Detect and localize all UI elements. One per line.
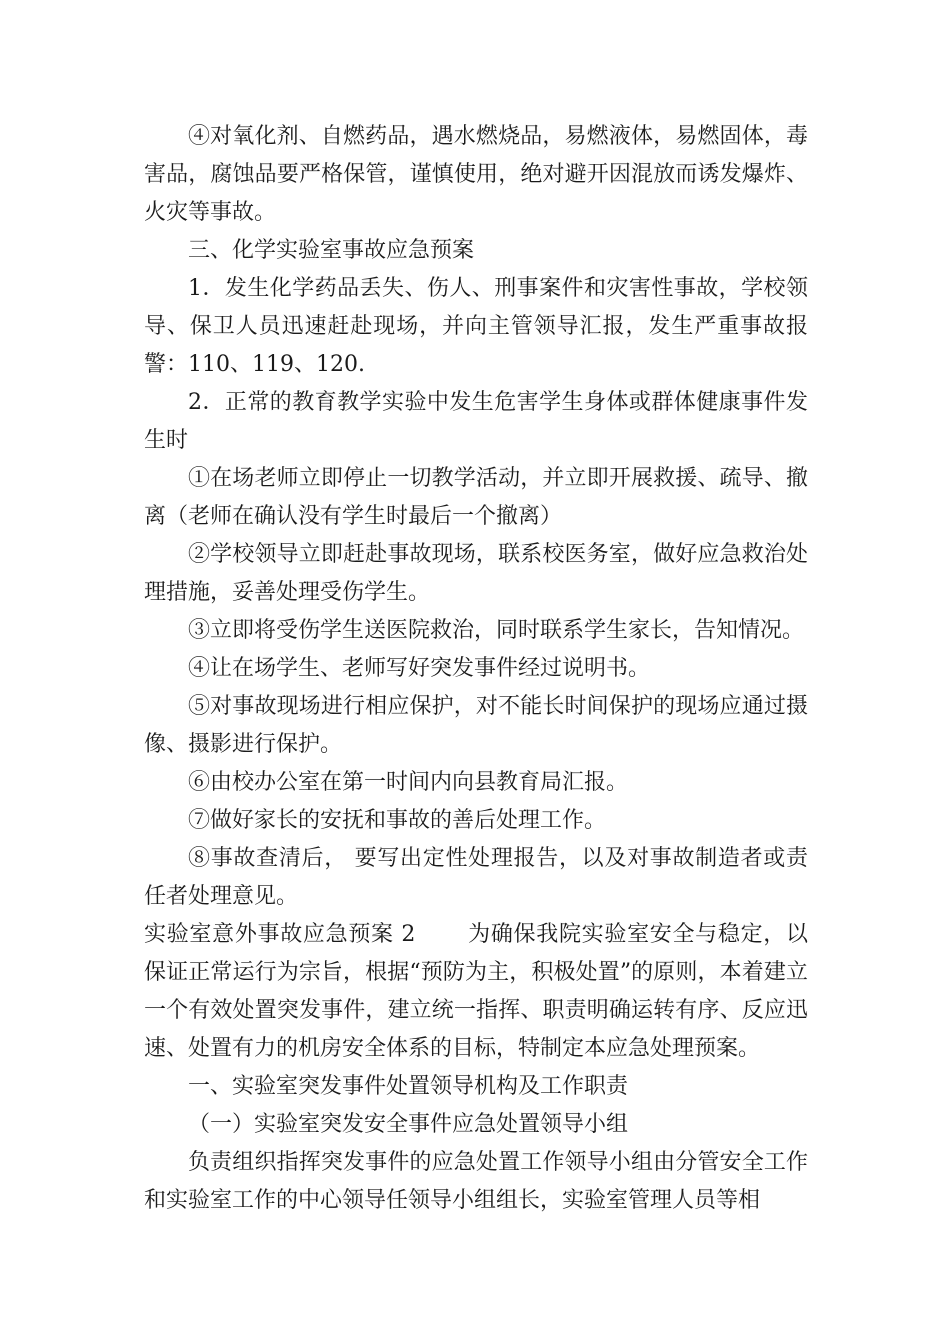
paragraph: ②学校领导立即赶赴事故现场，联系校医务室，做好应急救治处理措施，妥善处理受伤学生。 [144,542,808,605]
document-body [144,118,808,1220]
paragraph: 2．正常的教育教学实验中发生危害学生身体或群体健康事件发生时 [144,390,808,453]
paragraph: ⑧事故查清后， 要写出定性处理报告，以及对事故制造者或责任者处理意见。 [144,846,808,909]
paragraph: ⑤对事故现场进行相应保护，对不能长时间保护的现场应通过摄像、摄影进行保护。 [144,694,808,757]
paragraph: ③立即将受伤学生送医院救治，同时联系学生家长，告知情况。 [188,618,805,643]
paragraph: 负责组织指挥突发事件的应急处置工作领导小组由分管安全工作和实验室工作的中心领导任领导小组组长，实验室管理人员等相 [144,1150,808,1213]
subsection-heading: （一）实验室突发安全事件应急处置领导小组 [188,1112,629,1137]
section2-heading: 实验室意外事故应急预案 2 [144,922,416,947]
paragraph: ①在场老师立即停止一切教学活动，并立即开展救援、疏导、撤离（老师在确认没有学生时最后一个撤离） [144,466,808,529]
section2-text: 为确保我院实验室安全与稳定，以保证正常运行为宗旨，根据“预防为主，积极处置”的原则，本着建立一个有效处置突发事件，建立统一指挥、职责明确运转有序、反应迅速、处置有力的机房安全体系的目标，特制定本应急处理预案。 [144,922,808,1061]
paragraph: 1．发生化学药品丢失、伤人、刑事案件和灾害性事故，学校领导、保卫人员迅速赶赴现场，并向主管领导汇报，发生严重事故报警：110、119、120. [144,276,808,377]
section2-paragraph [144,916,808,1068]
paragraph: ④对氧化剂、自燃药品，遇水燃烧品，易燃液体，易燃固体，毒害品，腐蚀品要严格保管，谨慎使用，绝对避开因混放而诱发爆炸、火灾等事故。 [144,124,808,225]
paragraph: ⑦做好家长的安抚和事故的善后处理工作。 [188,808,607,833]
section-heading: 三、化学实验室事故应急预案 [188,238,475,263]
paragraph: ④让在场学生、老师写好突发事件经过说明书。 [188,656,651,681]
paragraph: ⑥由校办公室在第一时间内向县教育局汇报。 [188,770,629,795]
section-heading: 一、实验室突发事件处置领导机构及工作职责 [188,1074,629,1099]
